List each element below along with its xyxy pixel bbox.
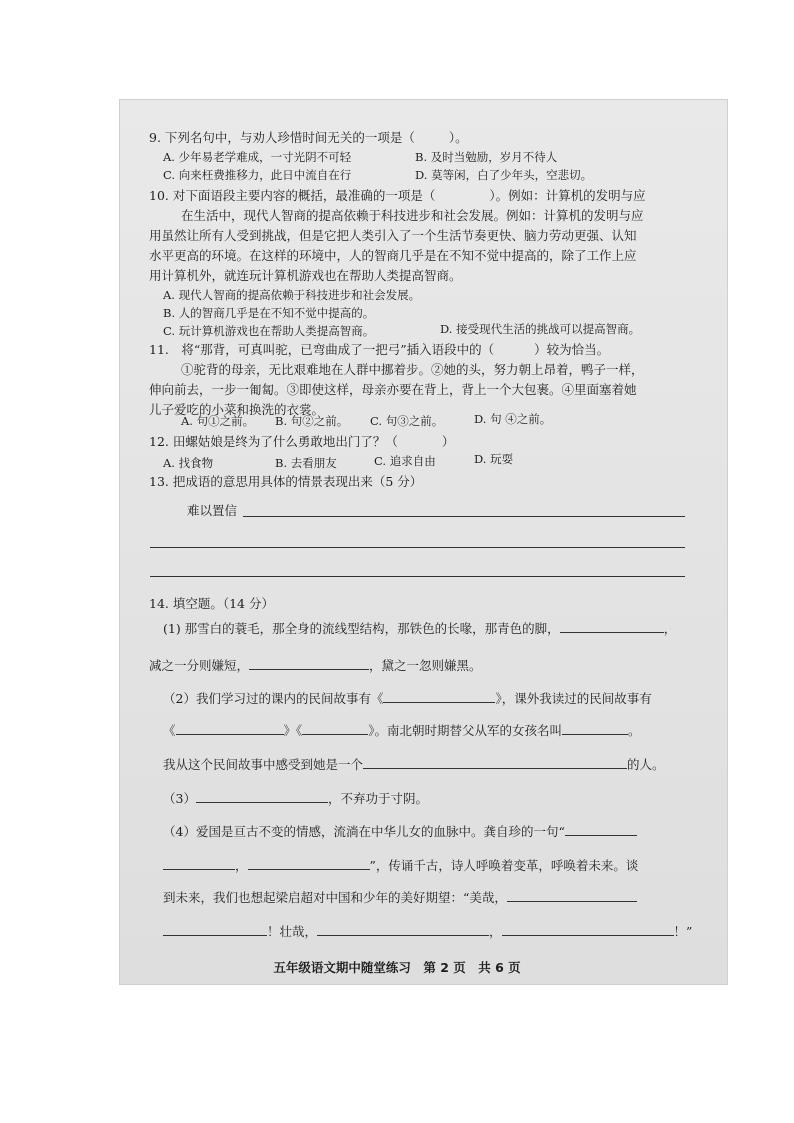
q12-option-c: C. 追求自由: [374, 454, 436, 468]
q10-stem: 10. 对下面语段主要内容的概括，最准确的一项是（ ）。例如：计算机的发明与应: [149, 188, 646, 203]
q14-2-line: 我从这个民间故事中感受到她是一个 的人。: [163, 757, 665, 772]
q9-option-b: B. 及时当勉励，岁月不待人: [415, 150, 558, 164]
q12-stem: 12. 田螺姑娘是终为了什么勇敢地出门了？（ ）: [149, 434, 455, 449]
q13-idiom: 难以置信: [187, 503, 238, 518]
q14-2-line: 《 》《 》。南北朝时期替父从军的女孩名叫 。: [163, 723, 641, 738]
answer-blank[interactable]: [562, 721, 628, 735]
q12-option-d: D. 玩耍: [474, 452, 514, 466]
q11-option-a: A. 句①之前。: [181, 414, 255, 428]
q9-option-c: C. 向来枉费推移力，此日中流自在行: [163, 168, 352, 182]
q14-4-line: 到未来，我们也想起梁启超对中国和少年的美好期望：“美哉，: [163, 888, 637, 906]
q10-option-d: D. 接受现代生活的挑战可以提高智商。: [440, 322, 641, 336]
q12-option-b: B. 去看朋友: [275, 456, 337, 470]
q14-1-line: (1) 那雪白的蓑毛，那全身的流线型结构，那铁色的长喙，那青色的脚， ，: [163, 621, 677, 636]
q11-stem: 11. 将“那背，可真叫驼，已弯曲成了一把弓”插入语段中的（ ）较为恰当。: [149, 342, 610, 357]
answer-blank[interactable]: [560, 619, 664, 633]
q11-option-b: B. 句②之前。: [275, 414, 349, 428]
q14-1-line: 减之一分则嫌短， ，黛之一忽则嫌黑。: [149, 658, 482, 673]
page-footer: 五年级语文期中随堂练习 第 2 页 共 6 页: [273, 960, 521, 975]
answer-blank[interactable]: [565, 822, 637, 836]
answer-line[interactable]: [150, 576, 685, 577]
q10-passage-line: 在生活中，现代人智商的提高依赖于科技进步和社会发展。例如：计算机的发明与应: [181, 208, 644, 223]
answer-line[interactable]: [243, 516, 685, 517]
answer-blank[interactable]: [163, 856, 235, 870]
q11-passage-line: ①驼背的母亲，无比艰难地在人群中挪着步。②她的头，努力朝上昂着，鸭子一样，: [181, 362, 644, 377]
q14-stem: 14. 填空题。（14 分）: [149, 596, 274, 611]
q11-passage-line: 儿子爱吃的小菜和换洗的衣裳。: [149, 402, 325, 417]
q11-option-c: C. 句③之前。: [370, 414, 444, 428]
q14-4-line: ， ”，传诵千古，诗人呼唤着变革，呼唤着未来。谈: [163, 856, 638, 874]
q9-option-a: A. 少年易老学难成，一寸光阴不可轻: [163, 150, 352, 164]
q11-option-d: D. 句 ④之前。: [474, 412, 552, 426]
q14-4-line: ！壮哉， ， ！”: [163, 922, 692, 940]
q10-passage-line: 用虽然让所有人受到挑战，但是它把人类引入了一个生活节奏更快、脑力劳动更强、认知: [149, 228, 637, 243]
answer-blank[interactable]: [383, 689, 495, 703]
answer-blank[interactable]: [363, 755, 627, 769]
q12-option-a: A. 找食物: [163, 456, 214, 470]
q10-option-a: A. 现代人智商的提高依赖于科技进步和社会发展。: [163, 288, 421, 302]
q10-option-b: B. 人的智商几乎是在不知不觉中提高的。: [163, 306, 375, 320]
q10-option-c: C. 玩计算机游戏也在帮助人类提高智商。: [163, 324, 375, 338]
q14-2-line: （2）我们学习过的课内的民间故事有《 》，课外我读过的民间故事有: [163, 691, 652, 706]
answer-blank[interactable]: [249, 656, 369, 670]
answer-blank[interactable]: [163, 922, 267, 936]
q11-passage-line: 伸向前去，一步一匍匐。③即使这样，母亲亦要在背上，背上一个大包裹。④里面塞着她: [149, 382, 637, 397]
answer-blank[interactable]: [502, 922, 674, 936]
q10-passage-line: 用计算机外，就连玩计算机游戏也在帮助人类提高智商。: [149, 268, 462, 283]
q14-3-line: （3） ，不弃功于寸阴。: [163, 791, 428, 806]
answer-blank[interactable]: [507, 888, 637, 902]
q9-stem: 9. 下列名句中，与劝人珍惜时间无关的一项是（ ）。: [149, 130, 468, 145]
q13-stem: 13. 把成语的意思用具体的情景表现出来（5 分）: [149, 474, 423, 489]
q9-option-d: D. 莫等闲，白了少年头，空悲切。: [415, 168, 593, 182]
answer-blank[interactable]: [317, 922, 489, 936]
q10-passage-line: 水平更高的环境。在这样的环境中，人的智商几乎是在不知不觉中提高的，除了工作上应: [149, 248, 637, 263]
answer-blank[interactable]: [196, 789, 328, 803]
answer-blank[interactable]: [302, 721, 368, 735]
answer-blank[interactable]: [248, 856, 370, 870]
answer-line[interactable]: [150, 547, 685, 548]
answer-blank[interactable]: [176, 721, 284, 735]
q14-4-line: （4）爱国是亘古不变的情感，流淌在中华儿女的血脉中。龚自珍的一句“: [163, 822, 637, 840]
